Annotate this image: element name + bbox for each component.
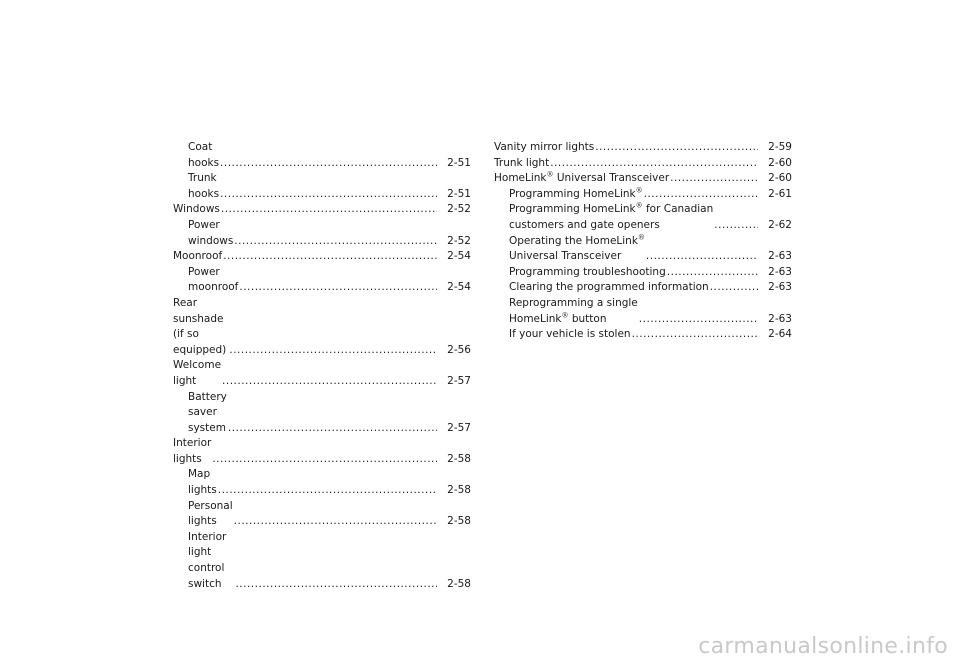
toc-entry-line — [509, 218, 713, 234]
toc-entry-title — [509, 202, 713, 233]
toc-right-column — [494, 140, 792, 343]
toc-entry-line — [509, 327, 631, 343]
toc-entry[interactable] — [173, 296, 471, 358]
toc-entry-page: 2-63 — [768, 281, 792, 294]
toc-text: button — [568, 312, 607, 325]
toc-leader-dots — [234, 234, 437, 250]
toc-entry-page: 2-59 — [768, 141, 792, 153]
toc-entry-page: 2-62 — [768, 218, 792, 231]
toc-entry-title — [509, 327, 631, 343]
toc-entry-title: Trunk hooks — [188, 172, 220, 200]
toc-entry-title: Map lights — [188, 468, 217, 497]
toc-leader-dots — [667, 265, 758, 281]
registered-mark: ® — [637, 233, 645, 242]
toc-entry[interactable] — [494, 234, 792, 265]
toc-entry-line — [509, 234, 645, 250]
toc-leader-dots — [670, 171, 758, 187]
toc-entry-page: 2-58 — [447, 452, 471, 465]
toc-entry-line — [509, 249, 645, 265]
toc-entry-page: 2-63 — [768, 265, 792, 278]
toc-leader-dots — [220, 156, 437, 172]
toc-entry-title: Rear sunshade (if so equipped) — [173, 296, 227, 356]
toc-leader-dots — [223, 249, 437, 265]
toc-entry-title — [509, 280, 709, 296]
toc-entry[interactable] — [173, 499, 471, 530]
toc-leader-dots — [222, 374, 437, 390]
toc-entry[interactable] — [173, 467, 471, 498]
toc-entry-page: 2-64 — [768, 328, 792, 341]
toc-entry-line — [509, 296, 638, 312]
toc-entry-page: 2-57 — [447, 374, 471, 387]
toc-leader-dots — [595, 140, 758, 156]
toc-entry-page: 2-51 — [447, 187, 471, 200]
toc-left-column — [173, 140, 471, 592]
toc-leader-dots — [644, 187, 758, 203]
toc-entry-title: Windows — [173, 203, 220, 216]
toc-entry-line — [494, 156, 549, 172]
toc-entry[interactable] — [494, 280, 792, 296]
toc-leader-dots — [229, 343, 437, 359]
toc-entry-title — [509, 296, 638, 327]
toc-text: customers and gate openers — [509, 218, 660, 231]
toc-entry[interactable] — [173, 530, 471, 592]
toc-entry-title — [509, 265, 666, 281]
toc-entry[interactable] — [173, 202, 471, 218]
toc-entry-line — [509, 280, 709, 296]
watermark: carmanualsonline.info — [698, 634, 948, 659]
toc-entry-title — [494, 171, 669, 187]
toc-text: If your vehicle is stolen — [509, 328, 631, 341]
toc-entry-line — [509, 202, 713, 218]
toc-entry-title: Coat hooks — [188, 141, 220, 169]
toc-entry-title — [509, 234, 645, 265]
toc-entry-page: 2-60 — [768, 156, 792, 169]
registered-mark: ® — [561, 311, 569, 320]
toc-entry-page: 2-54 — [447, 250, 471, 263]
toc-entry[interactable] — [173, 265, 471, 296]
toc-leader-dots — [239, 280, 437, 296]
toc-leader-dots — [220, 187, 437, 203]
toc-entry[interactable] — [494, 156, 792, 172]
toc-entry[interactable] — [173, 171, 471, 202]
toc-entry-title: Battery saver system — [188, 390, 227, 434]
toc-leader-dots — [639, 312, 758, 328]
toc-entry-page: 2-58 — [447, 484, 471, 497]
toc-entry-title: Power moonroof — [188, 265, 239, 294]
toc-entry[interactable] — [494, 296, 792, 327]
toc-entry-title: Welcome light — [173, 359, 222, 387]
toc-text: Programming troubleshooting — [509, 265, 666, 278]
toc-leader-dots — [646, 249, 758, 265]
toc-entry[interactable] — [173, 390, 471, 437]
toc-entry[interactable] — [494, 327, 792, 343]
toc-entry-line — [494, 171, 669, 187]
toc-entry-line — [509, 187, 643, 203]
toc-entry[interactable] — [494, 140, 792, 156]
toc-entry-page: 2-52 — [447, 234, 471, 247]
toc-entry-page: 2-60 — [768, 172, 792, 185]
registered-mark: ® — [546, 170, 554, 179]
toc-leader-dots — [235, 577, 437, 593]
toc-leader-dots — [218, 483, 437, 499]
toc-text: Programming HomeLink — [509, 203, 636, 216]
toc-entry-page: 2-63 — [768, 250, 792, 263]
toc-text: HomeLink — [494, 172, 547, 185]
toc-leader-dots — [234, 514, 437, 530]
toc-leader-dots — [212, 452, 437, 468]
toc-entry-page: 2-61 — [768, 187, 792, 200]
toc-text: Reprogramming a single — [509, 296, 638, 309]
toc-entry-line — [509, 265, 666, 281]
toc-entry-page: 2-56 — [447, 343, 471, 356]
toc-text: Programming HomeLink — [509, 187, 636, 200]
toc-entry[interactable] — [494, 202, 792, 233]
toc-entry[interactable] — [173, 218, 471, 249]
toc-text: Trunk light — [494, 156, 550, 169]
toc-entry[interactable] — [173, 249, 471, 265]
toc-leader-dots — [550, 156, 758, 172]
toc-entry-line — [509, 312, 638, 328]
registered-mark: ® — [635, 201, 643, 210]
registered-mark: ® — [635, 186, 643, 195]
toc-leader-dots — [710, 280, 758, 296]
toc-entry-title — [509, 187, 643, 203]
toc-entry-title: Interior light control switch — [188, 530, 227, 590]
toc-leader-dots — [228, 421, 437, 437]
toc-entry-title: Interior lights — [173, 437, 212, 465]
toc-entry-title: Moonroof — [173, 250, 223, 263]
toc-entry-page: 2-52 — [447, 203, 471, 216]
toc-entry-title — [494, 140, 594, 156]
toc-text: Universal Transceiver — [509, 250, 622, 263]
toc-text: Universal Transceiver — [553, 172, 670, 185]
toc-entry-page: 2-63 — [768, 312, 792, 325]
toc-entry[interactable] — [173, 436, 471, 467]
toc-text: for Canadian — [642, 203, 714, 216]
toc-entry-page: 2-54 — [447, 281, 471, 294]
toc-entry[interactable] — [173, 358, 471, 389]
toc-text: Operating the HomeLink — [509, 234, 638, 247]
toc-entry-title: Power windows — [188, 218, 234, 247]
toc-text: Clearing the programmed information — [509, 281, 709, 294]
toc-entry[interactable] — [173, 140, 471, 171]
toc-entry[interactable] — [494, 265, 792, 281]
toc-entry-line — [494, 140, 594, 156]
toc-entry-title: Personal lights — [188, 499, 233, 528]
toc-entry[interactable] — [494, 171, 792, 187]
toc-entry-title — [494, 156, 549, 172]
toc-leader-dots — [714, 218, 758, 234]
toc-text: HomeLink — [509, 312, 562, 325]
toc-entry-page: 2-58 — [447, 577, 471, 590]
toc-leader-dots — [221, 202, 437, 218]
toc-entry[interactable] — [494, 187, 792, 203]
toc-text: Vanity mirror lights — [494, 141, 595, 153]
toc-entry-page: 2-51 — [447, 156, 471, 169]
toc-leader-dots — [632, 327, 758, 343]
toc-entry-page: 2-58 — [447, 515, 471, 528]
toc-entry-page: 2-57 — [447, 421, 471, 434]
